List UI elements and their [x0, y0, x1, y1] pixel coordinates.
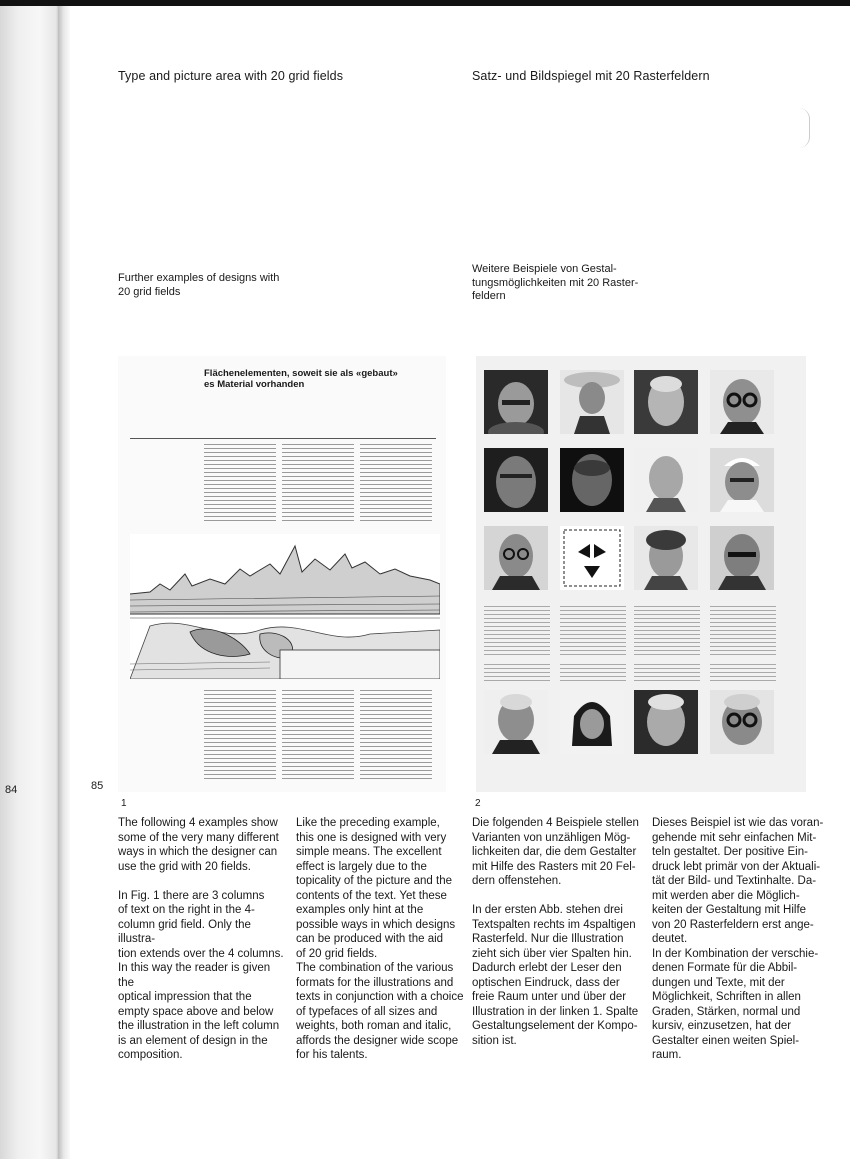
right-subheading: Weitere Beispiele von Gestal- tungsmöglichkeiten mit 20 Raster- feldern	[472, 263, 639, 302]
figure-1-label: 1	[121, 798, 127, 809]
right-heading: Satz- und Bildspiegel mit 20 Rasterfeldern	[472, 69, 710, 83]
portrait-photo	[560, 690, 624, 754]
figure-2-portrait-grid-example	[476, 356, 806, 792]
figure-1-title: Flächenelementen, soweit sie als «gebaut» es Material vorhanden	[204, 368, 398, 390]
portrait-photo	[710, 448, 774, 512]
english-text-column-1: The following 4 examples show some of the very many different ways in which the designer can use the grid with 20 fields. In Fig. 1 there are 3 columns of text on the right in the 4- column grid field. Only the illustra- tion extends over the 4 columns. In this way the reader is given the optical impression that the empty space above and below the illustration in the left column is an element of design in the composition.	[118, 817, 284, 1061]
page-number-84: 84	[5, 784, 18, 796]
text-block	[560, 606, 626, 658]
portrait-photo	[484, 448, 548, 512]
text-block	[634, 606, 700, 658]
german-text-column-2: Dieses Beispiel ist wie das voran- gehende mit sehr einfachen Mit- teln gestaltet. Der positive Ein- druck lebt primär von der Aktuali- tät der Bild- und Textinhalte. Da- mit werden aber die Möglich- keiten der Gestaltung mit Hilfe von 20 Rasterfeldern erst ange- deutet. In der Kombination der verschie- denen Formate für die Abbil- dungen und Texte, mit der Möglichkeit, Schriften in allen Graden, Stärken, normal und kursiv, einzusetzen, hat der Gestalter einen weiten Spiel- raum.	[652, 817, 824, 1061]
text-column	[360, 444, 432, 524]
text-block	[710, 664, 776, 684]
text-block	[710, 606, 776, 658]
text-block	[484, 606, 550, 658]
portrait-photo	[484, 370, 548, 434]
text-column	[204, 444, 276, 524]
text-block	[634, 664, 700, 684]
english-text-column-2: Like the preceding example, this one is designed with very simple means. The excellent effect is largely due to the topicality of the picture and the contents of the text. Yet these examples only hint at the possible ways in which designs can be produced with the aid of 20 grid fields. The combination of the various formats for the illustrations and texts in conjunction with a choice of typefaces of all sizes and weights, both roman and italic, affords the designer wide scope for his talents.	[296, 817, 464, 1061]
portrait-photo	[710, 526, 774, 590]
city-engraving-illustration	[130, 534, 440, 679]
portrait-photo	[634, 526, 698, 590]
portrait-photo	[634, 370, 698, 434]
text-block	[560, 664, 626, 684]
portrait-photo	[560, 370, 624, 434]
figure-1-layout-example	[118, 356, 446, 792]
portrait-photo	[484, 690, 548, 754]
figure-1-rule	[130, 438, 436, 439]
portrait-photo	[484, 526, 548, 590]
left-heading: Type and picture area with 20 grid fields	[118, 69, 344, 83]
figure-2-label: 2	[475, 798, 481, 809]
portrait-photo	[560, 448, 624, 512]
portrait-photo	[710, 370, 774, 434]
text-column	[282, 444, 354, 524]
portrait-photo	[710, 690, 774, 754]
portrait-photo	[634, 690, 698, 754]
city-engraving-svg	[130, 534, 440, 679]
portrait-photo	[634, 448, 698, 512]
page-curl-mark	[799, 108, 810, 148]
german-text-column-1: Die folgenden 4 Beispiele stellen Varianten von unzähligen Mög- lichkeiten dar, die dem Gestalter mit Hilfe des Rasters mit 20 Fel- dern offenstehen. In der ersten Abb. stehen drei Textspalten rechts im 4spaltigen Rasterfeld. Nur die Illustration zieht sich über vier Spalten hin. Dadurch erlebt der Leser den optischen Eindruck, dass der freie Raum unter und über der Illustration in der linken 1. Spalte Gestaltungselement der Kompo- sition ist.	[472, 817, 639, 1047]
scan-top-edge	[0, 0, 850, 6]
book-gutter	[58, 6, 70, 1159]
text-block	[484, 664, 550, 684]
text-column	[360, 690, 432, 782]
text-column	[204, 690, 276, 782]
left-subheading: Further examples of designs with 20 grid fields	[118, 272, 280, 298]
previous-page-edge	[0, 6, 58, 1159]
graphic-symbol	[560, 526, 624, 590]
text-column	[282, 690, 354, 782]
page-number-85: 85	[91, 780, 104, 792]
